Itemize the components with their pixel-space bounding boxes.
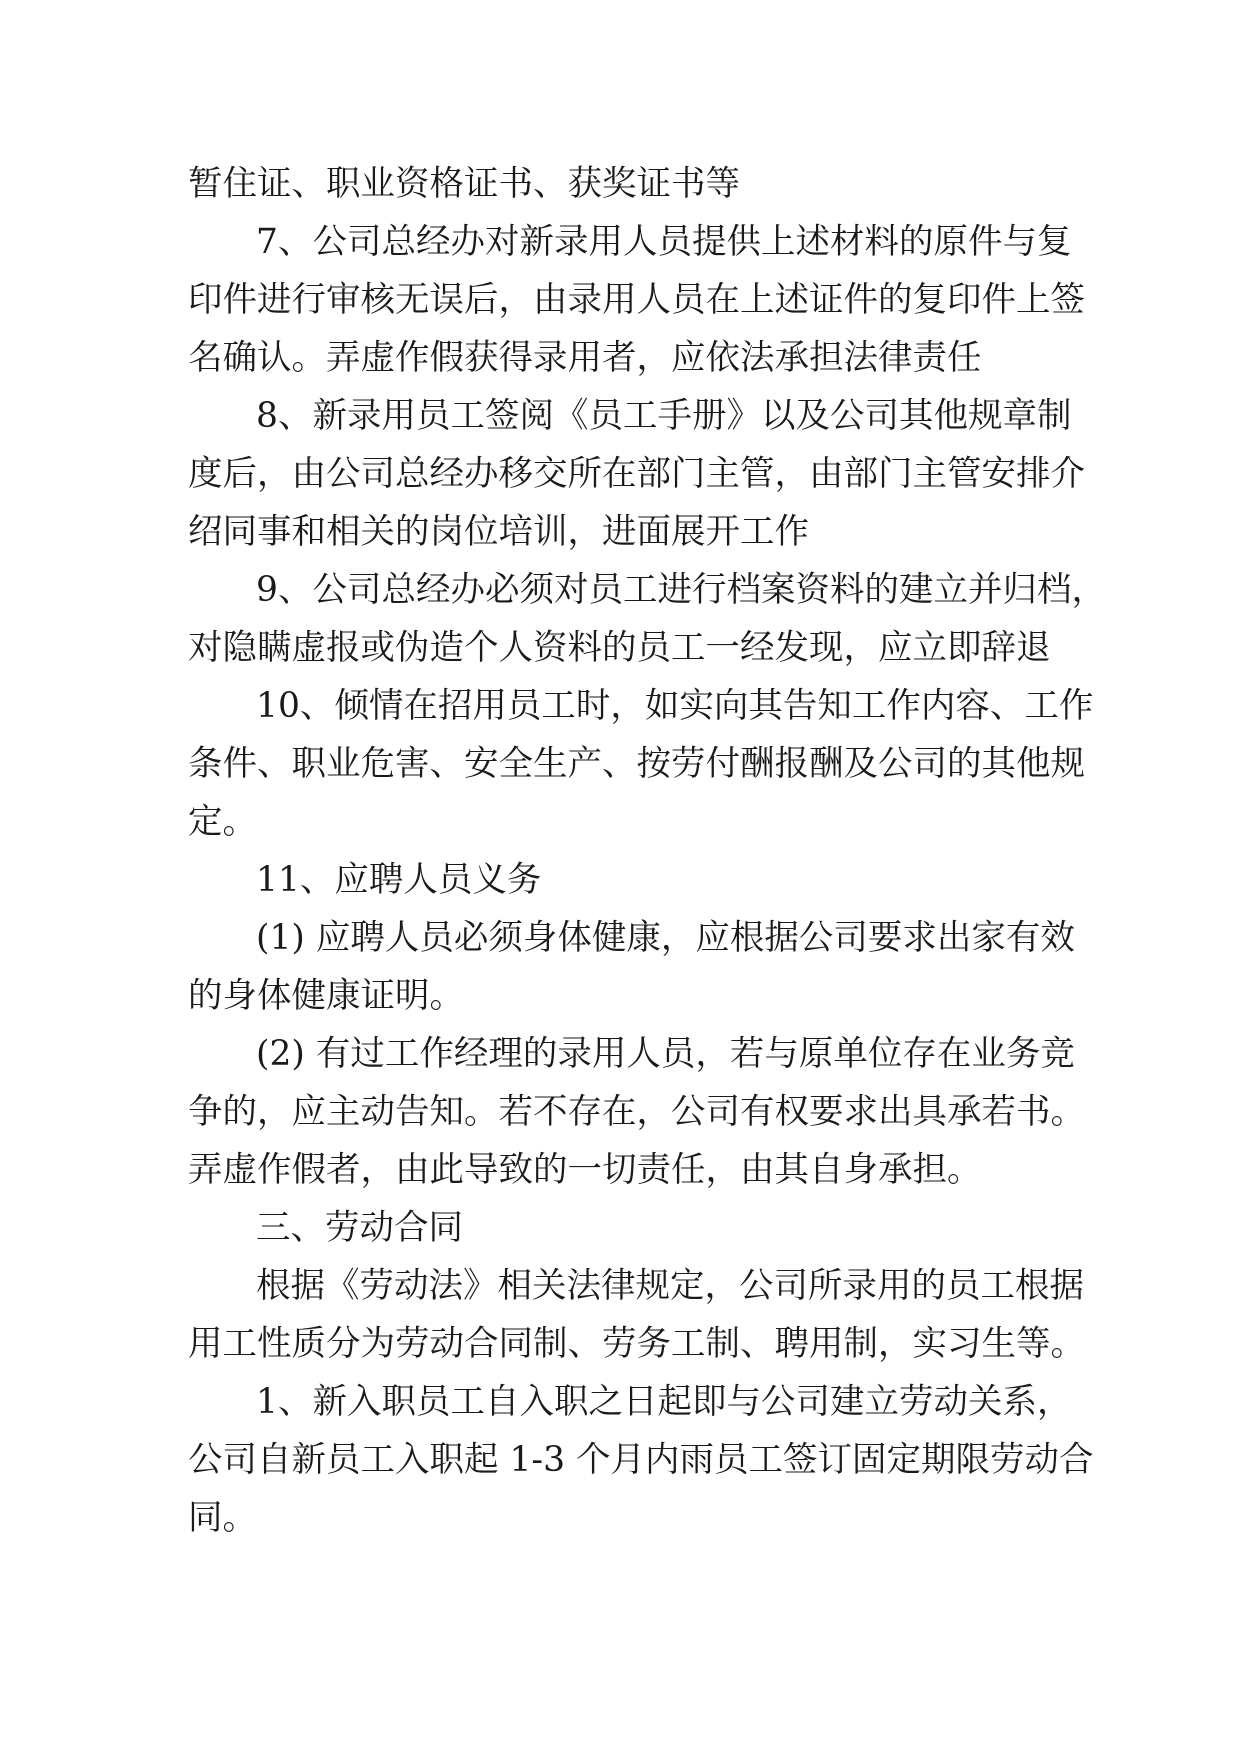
text-line: 度后，由公司总经办移交所在部门主管，由部门主管安排介 [188, 454, 1085, 494]
text-line: 8、新录用员工签阅《员工手册》以及公司其他规章制 [256, 396, 1072, 436]
text-line: 公司自新员工入职起 1-3 个月内雨员工签订固定期限劳动合 [188, 1440, 1094, 1480]
text-line: 用工性质分为劳动合同制、劳务工制、聘用制，实习生等。 [188, 1324, 1085, 1364]
section-heading: 三、劳动合同 [256, 1208, 463, 1248]
text-line: 同。 [188, 1498, 257, 1538]
section-heading: 11、应聘人员义务 [256, 860, 542, 900]
text-line: 7、公司总经办对新录用人员提供上述材料的原件与复 [256, 222, 1072, 262]
text-line: 名确认。弄虚作假获得录用者，应依法承担法律责任 [188, 338, 982, 378]
text-line: 条件、职业危害、安全生产、按劳付酬报酬及公司的其他规 [188, 744, 1085, 784]
text-line: 对隐瞒虚报或伪造个人资料的员工一经发现，应立即辞退 [188, 628, 1051, 668]
text-line: 弄虚作假者，由此导致的一切责任，由其自身承担。 [188, 1150, 982, 1190]
text-line: 1、新入职员工自入职之日起即与公司建立劳动关系， [256, 1382, 1072, 1422]
text-line: (1) 应聘人员必须身体健康，应根据公司要求出家有效 [256, 918, 1075, 958]
text-line: 争的，应主动告知。若不存在，公司有权要求出具承若书。 [188, 1092, 1085, 1132]
text-line: (2) 有过工作经理的录用人员，若与原单位存在业务竞 [256, 1034, 1075, 1074]
text-line: 的身体健康证明。 [188, 976, 464, 1016]
text-line: 暂住证、职业资格证书、获奖证书等 [188, 164, 740, 204]
text-line: 定。 [188, 802, 257, 842]
text-line: 9、公司总经办必须对员工进行档案资料的建立并归档， [256, 570, 1106, 610]
text-line: 印件进行审核无误后，由录用人员在上述证件的复印件上签 [188, 280, 1085, 320]
text-line: 根据《劳动法》相关法律规定，公司所录用的员工根据 [256, 1266, 1084, 1306]
text-line: 绍同事和相关的岗位培训，进面展开工作 [188, 512, 809, 552]
text-line: 10、倾情在招用员工时，如实向其告知工作内容、工作 [256, 686, 1094, 726]
